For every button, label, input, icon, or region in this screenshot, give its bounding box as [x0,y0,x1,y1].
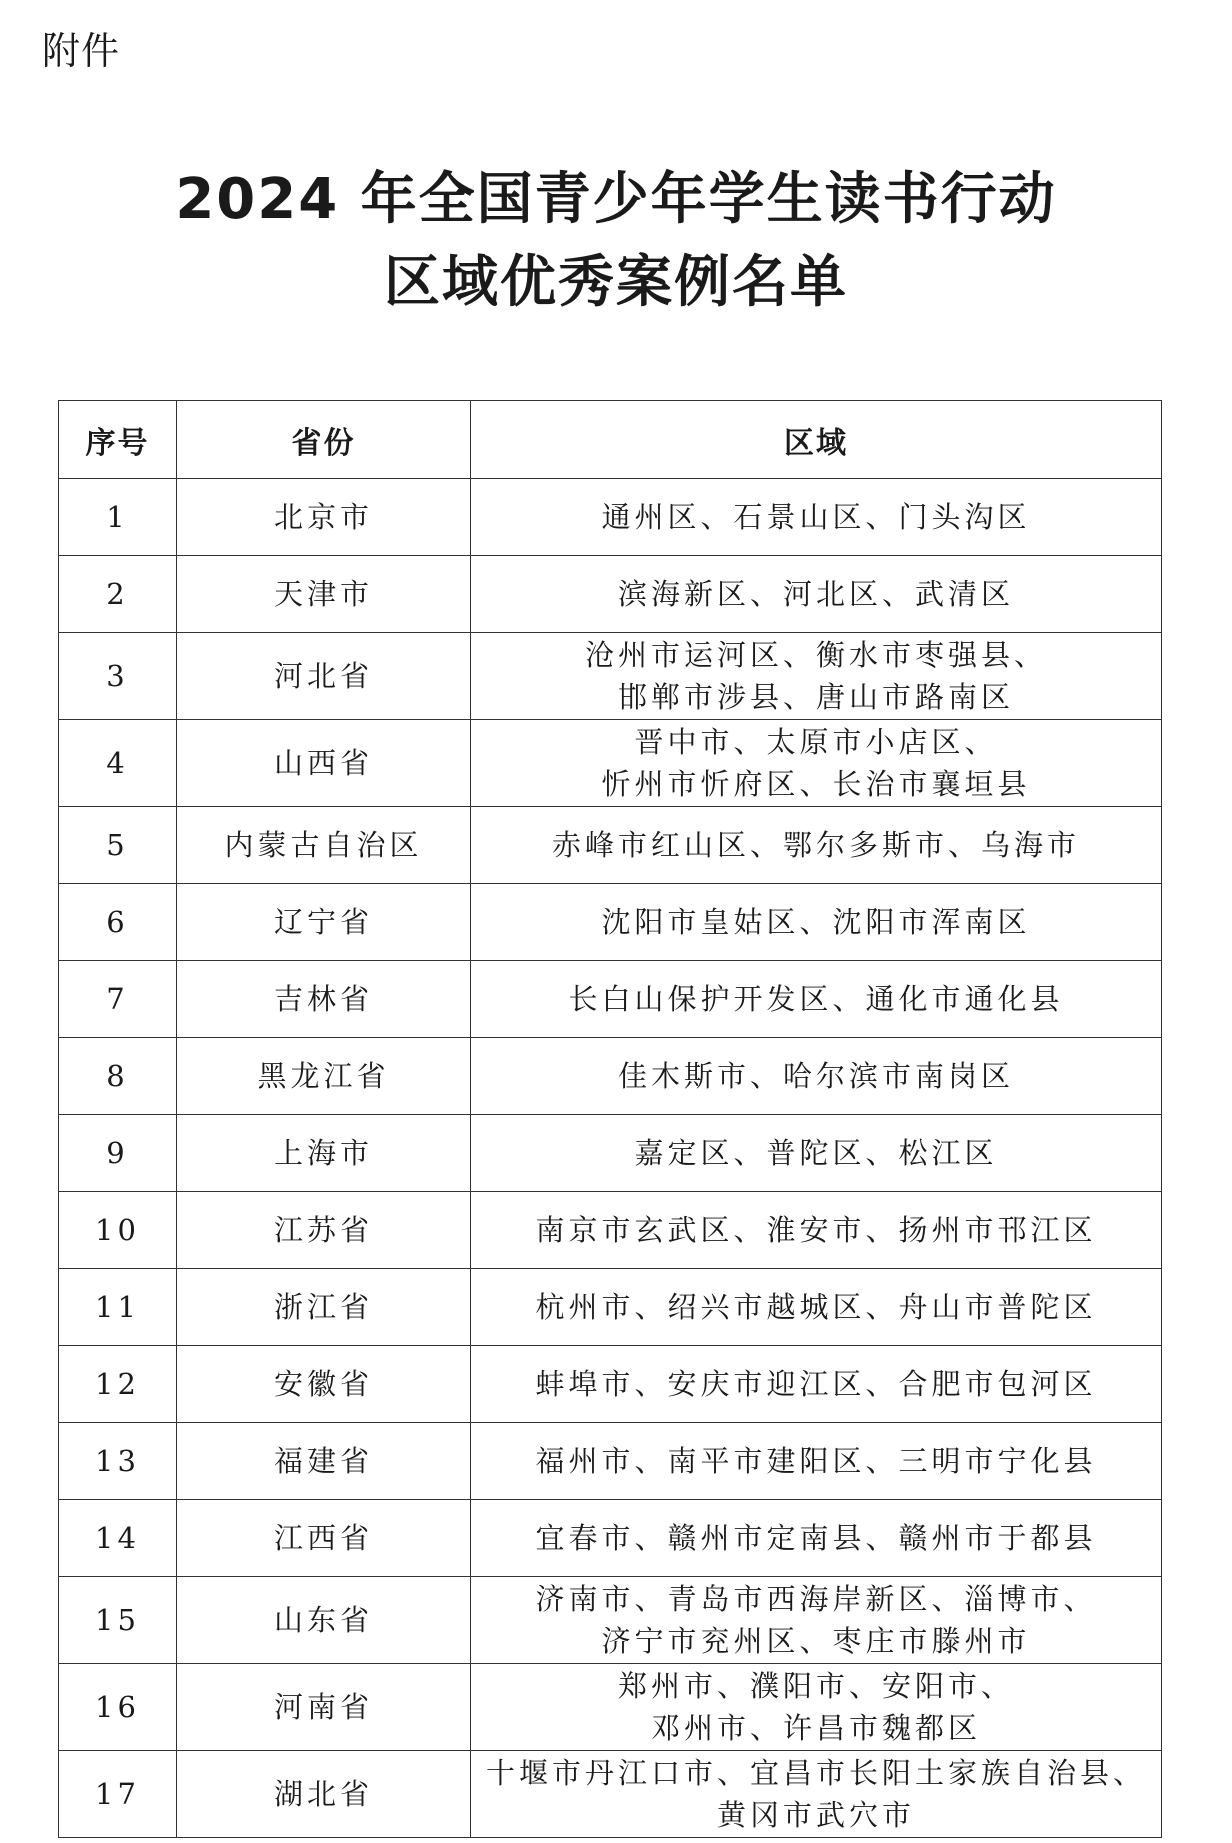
province-cell: 山东省 [177,1577,471,1664]
serial-number-cell: 6 [59,884,177,961]
table-row [59,1500,1162,1577]
region-line: 福州市、南平市建阳区、三明市宁化县 [535,1444,1097,1478]
region-line: 滨海新区、河北区、武清区 [617,577,1014,611]
region-line: 南京市玄武区、淮安市、扬州市邗江区 [535,1213,1097,1247]
table-header-row [59,401,1162,479]
table-row [59,1751,1162,1838]
region-line: 佳木斯市、哈尔滨市南岗区 [617,1059,1014,1093]
region-line: 邯郸市涉县、唐山市路南区 [617,680,1014,714]
province-cell: 黑龙江省 [177,1038,471,1115]
province-cell: 福建省 [177,1423,471,1500]
serial-number-cell: 9 [59,1115,177,1192]
province-cell: 吉林省 [177,961,471,1038]
serial-number-cell: 8 [59,1038,177,1115]
serial-number-cell: 11 [59,1269,177,1346]
table-row [59,633,1162,720]
serial-number-cell: 10 [59,1192,177,1269]
province-cell: 内蒙古自治区 [177,807,471,884]
province-cell: 山西省 [177,720,471,807]
province-cell: 天津市 [177,556,471,633]
table-row [59,1577,1162,1664]
region-cell [471,1751,1162,1838]
region-line: 十堰市丹江口市、宜昌市长阳土家族自治县、 [485,1756,1146,1790]
header-serial-number: 序号 [59,401,177,479]
region-cell [471,479,1162,556]
region-line: 宜春市、赣州市定南县、赣州市于都县 [535,1521,1097,1555]
table-row [59,1192,1162,1269]
province-cell: 河北省 [177,633,471,720]
region-cell [471,633,1162,720]
region-cell [471,1115,1162,1192]
region-cell [471,1664,1162,1751]
region-line: 蚌埠市、安庆市迎江区、合肥市包河区 [535,1367,1097,1401]
region-cell [471,1038,1162,1115]
region-cell [471,1346,1162,1423]
serial-number-cell: 15 [59,1577,177,1664]
case-list-table [58,400,1162,1838]
region-cell [471,1269,1162,1346]
region-line: 沈阳市皇姑区、沈阳市浑南区 [601,905,1031,939]
table-row [59,1269,1162,1346]
region-line: 通州区、石景山区、门头沟区 [601,500,1031,534]
province-cell: 上海市 [177,1115,471,1192]
region-cell [471,720,1162,807]
serial-number-cell: 2 [59,556,177,633]
table-row [59,720,1162,807]
region-cell [471,807,1162,884]
region-line: 忻州市忻府区、长治市襄垣县 [601,767,1031,801]
table-row [59,884,1162,961]
region-cell [471,961,1162,1038]
region-line: 郑州市、濮阳市、安阳市、 [617,1669,1014,1703]
table-row [59,1038,1162,1115]
province-cell: 安徽省 [177,1346,471,1423]
table-row [59,1423,1162,1500]
serial-number-cell: 7 [59,961,177,1038]
attachment-label: 附件 [42,29,121,73]
region-line: 邓州市、许昌市魏都区 [650,1711,981,1745]
table-row [59,556,1162,633]
serial-number-cell: 1 [59,479,177,556]
table-row [59,1115,1162,1192]
serial-number-cell: 14 [59,1500,177,1577]
serial-number-cell: 4 [59,720,177,807]
province-cell: 浙江省 [177,1269,471,1346]
table-row [59,807,1162,884]
province-cell: 辽宁省 [177,884,471,961]
region-line: 济宁市兖州区、枣庄市滕州市 [601,1624,1031,1658]
table-row [59,479,1162,556]
document-title-line-1: 2024 年全国青少年学生读书行动 [175,167,1057,232]
table-row [59,1664,1162,1751]
header-province: 省份 [177,401,471,479]
serial-number-cell: 17 [59,1751,177,1838]
region-line: 杭州市、绍兴市越城区、舟山市普陀区 [535,1290,1097,1324]
serial-number-cell: 13 [59,1423,177,1500]
serial-number-cell: 12 [59,1346,177,1423]
region-line: 长白山保护开发区、通化市通化县 [568,982,1064,1016]
region-cell [471,1192,1162,1269]
region-line: 晋中市、太原市小店区、 [634,725,998,759]
region-line: 嘉定区、普陀区、松江区 [634,1136,998,1170]
region-line: 济南市、青岛市西海岸新区、淄博市、 [535,1582,1097,1616]
region-cell [471,1500,1162,1577]
table-row [59,961,1162,1038]
region-line: 赤峰市红山区、鄂尔多斯市、乌海市 [551,828,1080,862]
province-cell: 江苏省 [177,1192,471,1269]
region-line: 沧州市运河区、衡水市枣强县、 [584,638,1047,672]
document-title-line-2: 区域优秀案例名单 [384,250,848,315]
header-region: 区域 [471,401,1162,479]
province-cell: 河南省 [177,1664,471,1751]
serial-number-cell: 3 [59,633,177,720]
serial-number-cell: 16 [59,1664,177,1751]
region-line: 黄冈市武穴市 [716,1798,915,1832]
region-cell [471,884,1162,961]
region-cell [471,556,1162,633]
table-row [59,1346,1162,1423]
serial-number-cell: 5 [59,807,177,884]
province-cell: 江西省 [177,1500,471,1577]
table-body [59,479,1162,1838]
province-cell: 北京市 [177,479,471,556]
region-cell [471,1577,1162,1664]
province-cell: 湖北省 [177,1751,471,1838]
region-cell [471,1423,1162,1500]
